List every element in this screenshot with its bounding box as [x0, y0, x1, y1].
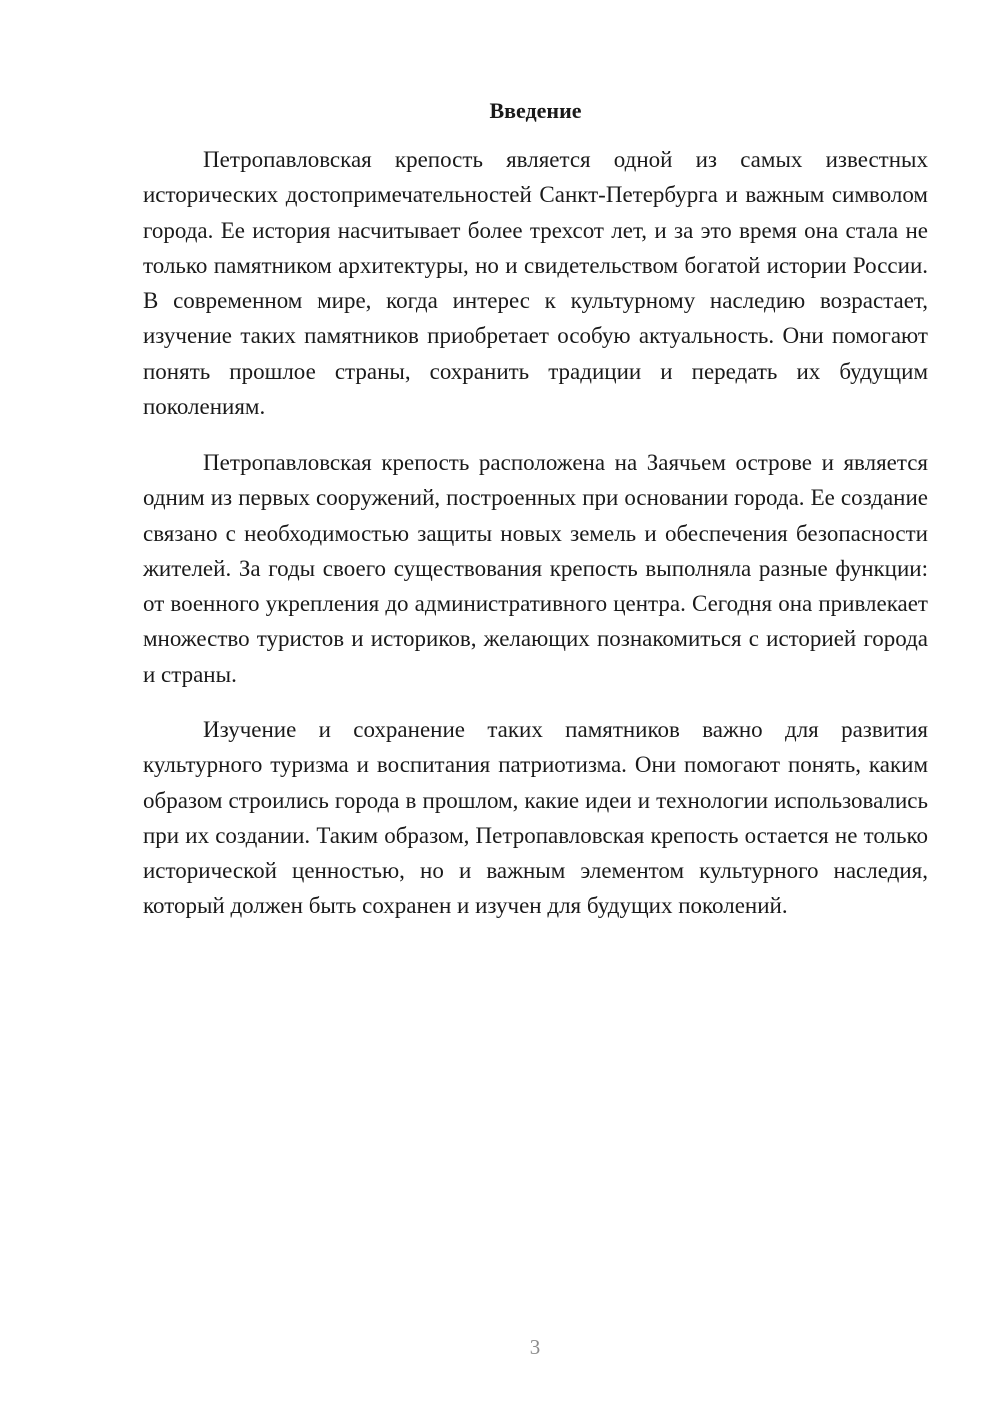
- section-heading: Введение: [489, 98, 582, 123]
- paragraph-3: Изучение и сохранение таких памятников важно для развития культурного туризма и воспитания патриотизма. Они помогают понять, каким образом строились города в прошлом, какие идеи и технологии использовались при их создании. Таким образом, Петропавловская крепость остается не только исторической ценностью, но и важным элементом культурного наследия, который должен быть сохранен и изучен для будущих поколений.: [143, 717, 928, 919]
- paragraph-1: Петропавловская крепость является одной из самых известных исторических достопримечательностей Санкт-Петербурга и важным символом города. Ее история насчитывает более трехсот лет, и за это время она стала не только памятником архитектуры, но и свидетельством богатой истории России. В современном мире, когда интерес к культурному наследию возрастает, изучение таких памятников приобретает особую актуальность. Они помогают понять прошлое страны, сохранить традиции и передать их будущим поколениям.: [143, 147, 928, 420]
- paragraph-2: Петропавловская крепость расположена на Заячьем острове и является одним из первых сооружений, построенных при основании города. Ее создание связано с необходимостью защиты новых земель и обеспечения безопасности жителей. За годы своего существования крепость выполняла разные функции: от военного укрепления до административного центра. Сегодня она привлекает множество туристов и историков, желающих познакомиться с историей города и страны.: [143, 450, 928, 687]
- page-number: 3: [529, 1335, 541, 1359]
